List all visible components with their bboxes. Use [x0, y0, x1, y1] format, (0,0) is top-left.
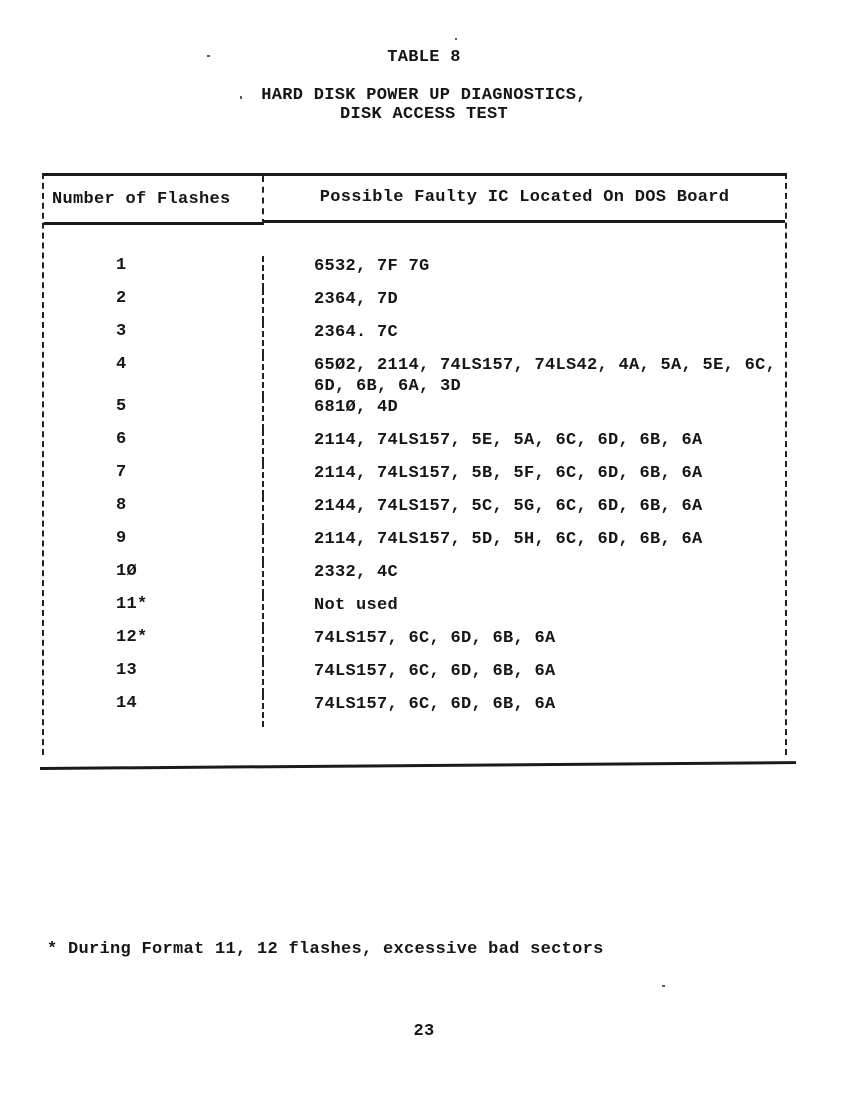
flash-count-cell: 13: [44, 661, 264, 694]
ic-list-cell: 2144, 74LS157, 5C, 5G, 6C, 6D, 6B, 6A: [314, 497, 703, 516]
document-heading: [0, 86, 848, 124]
scan-speck: [455, 38, 457, 40]
table-row: [44, 322, 785, 355]
table-row: [44, 289, 785, 322]
diagnostics-table: [42, 173, 787, 755]
flash-count-cell: 2: [44, 289, 264, 322]
table-row: [44, 463, 785, 496]
flash-count-cell: 1Ø: [44, 562, 264, 595]
scan-speck: [207, 55, 210, 57]
ic-list-cell: 2114, 74LS157, 5E, 5A, 6C, 6D, 6B, 6A: [314, 431, 703, 450]
flash-count-cell: 7: [44, 463, 264, 496]
flash-count-cell: 14: [44, 694, 264, 727]
table-row: [44, 496, 785, 529]
page-number: 23: [413, 1022, 435, 1041]
ic-list-cell: 2364. 7C: [314, 323, 399, 342]
flash-count-cell: 4: [44, 355, 264, 397]
table-row: [44, 694, 785, 727]
ic-list-cell: 65Ø2, 2114, 74LS157, 74LS42, 4A, 5A, 5E, 6C, 6D, 6B, 6A, 3D: [314, 356, 777, 396]
flash-count-cell: 12*: [44, 628, 264, 661]
table-row: [44, 661, 785, 694]
ic-list-cell: 74LS157, 6C, 6D, 6B, 6A: [314, 695, 556, 714]
ic-list-cell: 2114, 74LS157, 5D, 5H, 6C, 6D, 6B, 6A: [314, 530, 703, 549]
table-row: [44, 529, 785, 562]
footnote: * During Format 11, 12 flashes, excessive bad sectors: [47, 940, 604, 959]
table-row: [44, 355, 785, 397]
table-header-row: [44, 176, 785, 225]
flash-count-cell: 11*: [44, 595, 264, 628]
heading-line-2: DISK ACCESS TEST: [339, 105, 509, 124]
column-header-flashes: Number of Flashes: [44, 176, 264, 225]
scan-speck: [240, 96, 242, 99]
table-bottom-rule: [40, 761, 796, 770]
heading-line-1: HARD DISK POWER UP DIAGNOSTICS,: [261, 86, 587, 105]
table-row: [44, 595, 785, 628]
ic-list-cell: 74LS157, 6C, 6D, 6B, 6A: [314, 662, 556, 681]
table-row: [44, 628, 785, 661]
flash-count-cell: 1: [44, 256, 264, 289]
table-body: [44, 225, 785, 727]
ic-list-cell: 6532, 7F 7G: [314, 257, 430, 276]
table-row: [44, 397, 785, 430]
table-row: [44, 562, 785, 595]
page-title: TABLE 8: [387, 48, 461, 67]
table-row: [44, 430, 785, 463]
ic-list-cell: 681Ø, 4D: [314, 398, 399, 417]
scan-speck: [662, 985, 665, 987]
ic-list-cell: 2364, 7D: [314, 290, 399, 309]
flash-count-cell: 9: [44, 529, 264, 562]
ic-list-cell: 2332, 4C: [314, 563, 399, 582]
flash-count-cell: 6: [44, 430, 264, 463]
column-header-faulty-ic: Possible Faulty IC Located On DOS Board: [264, 174, 785, 223]
ic-list-cell: 2114, 74LS157, 5B, 5F, 6C, 6D, 6B, 6A: [314, 464, 703, 483]
ic-list-cell: 74LS157, 6C, 6D, 6B, 6A: [314, 629, 556, 648]
flash-count-cell: 3: [44, 322, 264, 355]
table-row: [44, 256, 785, 289]
flash-count-cell: 8: [44, 496, 264, 529]
ic-list-cell: Not used: [314, 596, 399, 615]
flash-count-cell: 5: [44, 397, 264, 430]
